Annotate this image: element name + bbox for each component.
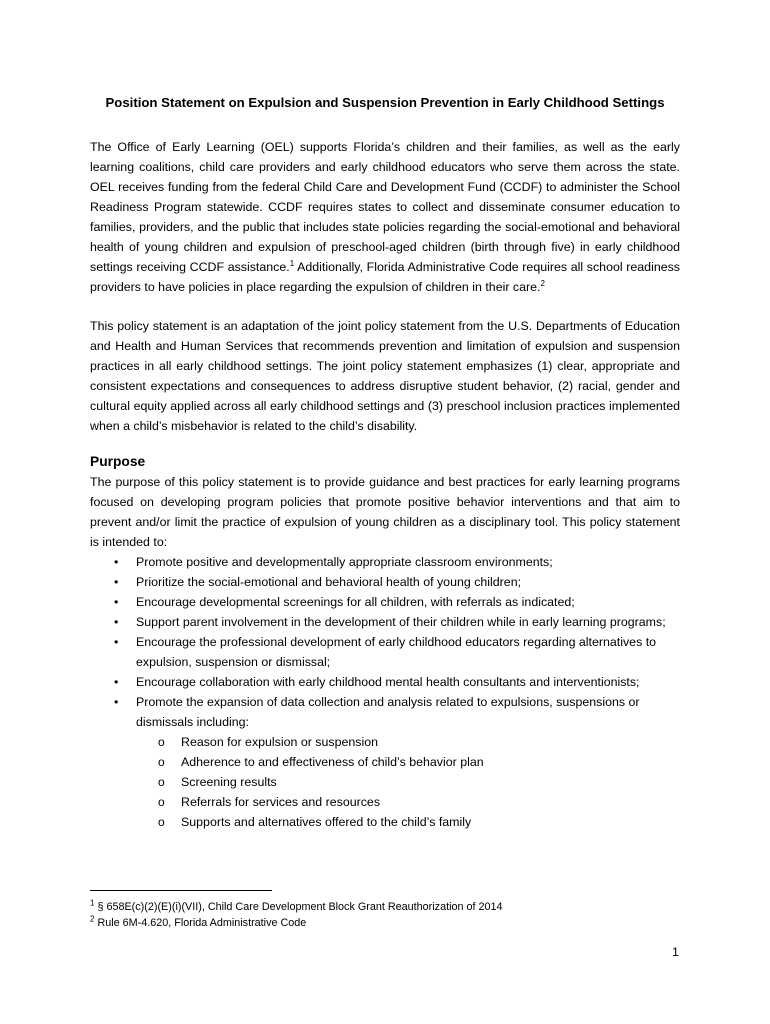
footnote-divider <box>90 890 272 891</box>
sub-list-item <box>136 772 680 792</box>
sub-list-item-text: Supports and alternatives offered to the child’s family <box>181 815 472 829</box>
bullet-icon: • <box>114 555 119 569</box>
list-item-text: Support parent involvement in the development of their children while in early learning programs; <box>136 615 666 629</box>
footnote-2 <box>90 916 306 931</box>
list-item <box>90 552 680 572</box>
footnote-ref-1: 1 <box>289 258 295 268</box>
list-item-text: Encourage developmental screenings for all children, with referrals as indicated; <box>136 595 575 609</box>
page-number: 1 <box>672 945 679 959</box>
bullet-icon: • <box>114 675 119 689</box>
sub-list-item-text: Referrals for services and resources <box>181 795 381 809</box>
purpose-bullet-list <box>90 552 680 832</box>
sub-list-item <box>136 792 680 812</box>
sub-list-item <box>136 812 680 832</box>
purpose-paragraph: The purpose of this policy statement is to provide guidance and best practices for early learning programs focused on developing program policies that promote positive behavior interventions and that aim to prevent and/or limit the practice of expulsion of young children as a disciplinary tool. This policy statement is intended to: <box>90 475 680 549</box>
sub-list-item-text: Screening results <box>181 775 277 789</box>
list-item <box>90 692 680 832</box>
list-item <box>90 672 680 692</box>
hollow-bullet-icon: o <box>158 815 165 829</box>
bullet-icon: • <box>114 615 119 629</box>
footnote-number: 1 <box>90 898 95 908</box>
intro-text: The Office of Early Learning (OEL) supports Florida’s children and their families, as well as the early learning coalitions, child care providers and early childhood educators who serve them across the state. OEL receives funding from the federal Child Care and Development Fund (CCDF) to administer the School Readiness Program statewide. CCDF requires states to collect and disseminate consumer education to families, providers, and the public that includes state policies regarding the social-emotional and behavioral health of young children and expulsion of preschool-aged children (birth through five) in early childhood settings receiving CCDF assistance. <box>90 140 680 274</box>
intro-paragraph <box>90 137 680 297</box>
footnote-text: § 658E(c)(2)(E)(i)(VII), Child Care Development Block Grant Reauthorization of 2014 <box>94 901 503 913</box>
list-item-text: Promote positive and developmentally appropriate classroom environments; <box>136 555 553 569</box>
sub-list-item <box>136 732 680 752</box>
footnote-1 <box>90 900 503 915</box>
hollow-bullet-icon: o <box>158 775 165 789</box>
hollow-bullet-icon: o <box>158 795 165 809</box>
footnote-text: Rule 6M-4.620, Florida Administrative Code <box>94 917 307 929</box>
footnote-number: 2 <box>90 914 95 924</box>
footnote-ref-2: 2 <box>540 278 545 288</box>
list-item <box>90 592 680 612</box>
bullet-icon: • <box>114 695 119 709</box>
list-item-text: Prioritize the social-emotional and behavioral health of young children; <box>136 575 522 589</box>
list-item <box>90 612 680 632</box>
data-collection-sublist <box>136 732 680 832</box>
hollow-bullet-icon: o <box>158 735 165 749</box>
adaptation-paragraph: This policy statement is an adaptation of the joint policy statement from the U.S. Departments of Education and Health and Human Services that recommends prevention and limitation of expulsion and suspension practices in all early childhood settings. The joint policy statement emphasizes (1) clear, appropriate and consistent expectations and consequences to address disruptive student behavior, (2) racial, gender and cultural equity applied across all early childhood settings and (3) preschool inclusion practices implemented when a child’s misbehavior is related to the child’s disability. <box>90 319 680 433</box>
sub-list-item-text: Reason for expulsion or suspension <box>181 735 378 749</box>
sub-list-item <box>136 752 680 772</box>
list-item <box>90 632 680 672</box>
list-item-text: Encourage the professional development of early childhood educators regarding alternatives to expulsion, suspension or dismissal; <box>136 635 657 669</box>
document-title: Position Statement on Expulsion and Suspension Prevention in Early Childhood Settings <box>105 95 665 110</box>
hollow-bullet-icon: o <box>158 755 165 769</box>
bullet-icon: • <box>114 595 119 609</box>
intro-text-continued: Additionally, Florida Administrative Code requires all school readiness providers to have policies in place regarding the expulsion of children in their care. <box>90 260 680 294</box>
list-item-text: Encourage collaboration with early childhood mental health consultants and interventionists; <box>136 675 640 689</box>
sub-list-item-text: Adherence to and effectiveness of child’s behavior plan <box>181 755 484 769</box>
bullet-icon: • <box>114 635 119 649</box>
list-item-text: Promote the expansion of data collection and analysis related to expulsions, suspensions or dismissals including: <box>136 695 640 729</box>
bullet-icon: • <box>114 575 119 589</box>
purpose-heading: Purpose <box>90 454 146 469</box>
list-item <box>90 572 680 592</box>
